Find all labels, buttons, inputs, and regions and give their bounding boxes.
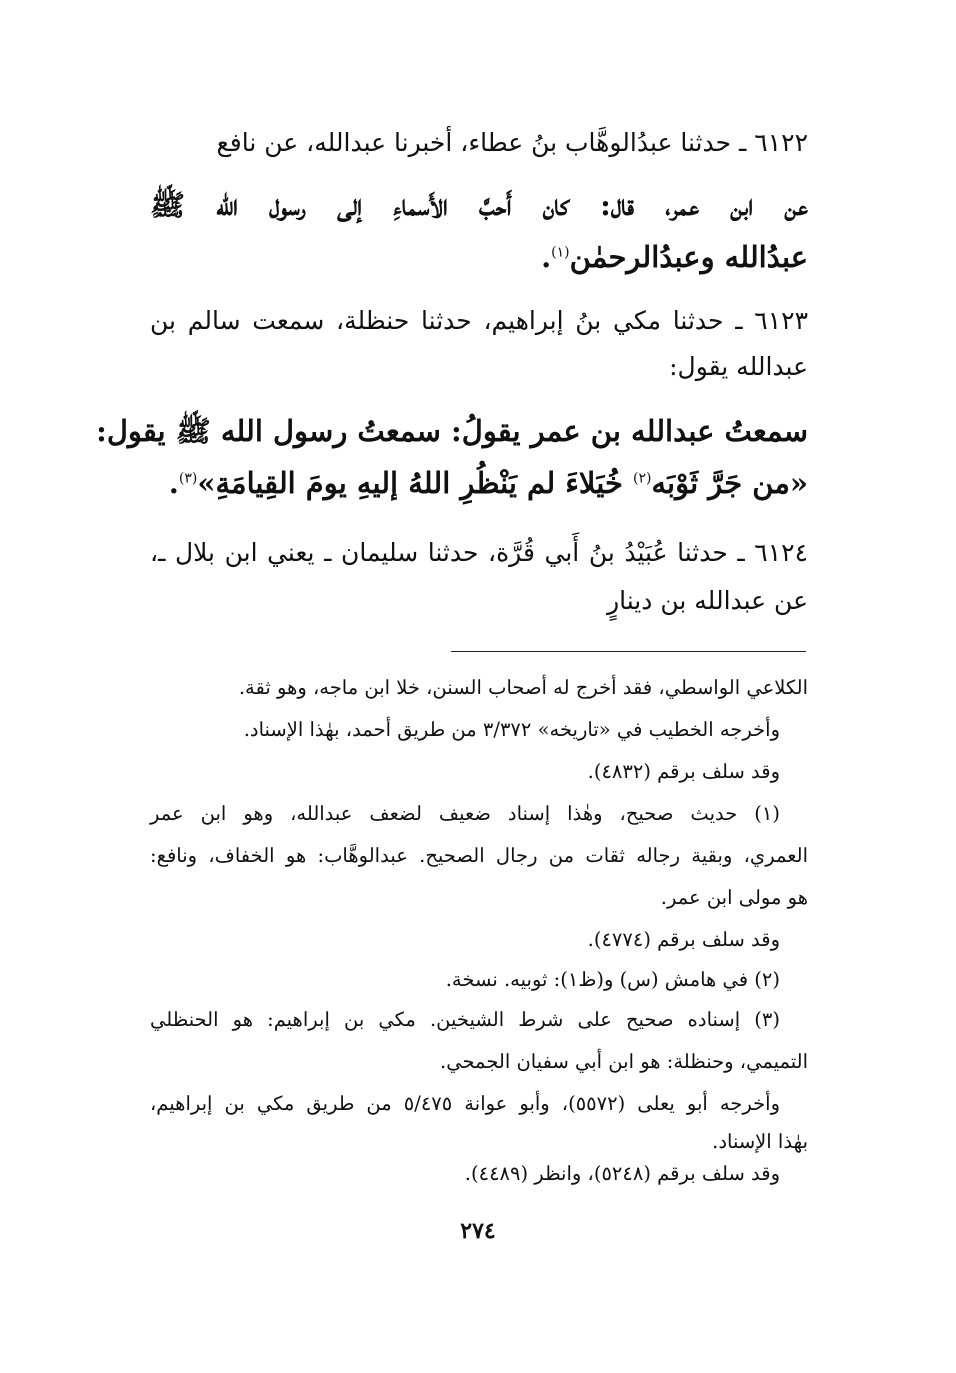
footnote-line: وقد سلف برقم (٤٧٧٤). bbox=[587, 928, 780, 951]
footnote-ref-2: (٢) bbox=[633, 470, 652, 487]
hadith-6123-matn-line-2 bbox=[150, 466, 808, 500]
footnote-line: بهٰذا الإسناد. bbox=[712, 1130, 808, 1153]
hadith-6124-intro-line-1: ٦١٢٤ ـ حدثنا عُبَيْدُ بنُ أَبي قُرَّة، حدثنا سليمان ـ يعني ابن بلال ـ، bbox=[150, 538, 808, 567]
page-number: ٢٧٤ bbox=[460, 1218, 496, 1244]
footnote-ref-1: (١) bbox=[551, 244, 570, 261]
footnote-line: العمري، وبقية رجاله ثقات من رجال الصحيح. عبدالوهَّاب: هو الخفاف، ونافع: bbox=[150, 844, 808, 867]
hadith-6122-matn-line-2 bbox=[150, 240, 808, 274]
full-stop: . bbox=[168, 466, 179, 500]
footnote-line: وأخرجه الخطيب في «تاريخه» ٣/٣٧٢ من طريق أحمد، بهٰذا الإسناد. bbox=[243, 718, 780, 741]
hadith-6123-matn-line-1: سمعتُ عبدالله بن عمر يقولُ: سمعتُ رسول الله ﷺ يقول: bbox=[96, 414, 808, 448]
hadith-6123-intro-line-2: عبدالله يقول: bbox=[669, 352, 808, 381]
full-stop: . bbox=[541, 240, 552, 274]
hadith-6122-intro bbox=[150, 128, 808, 157]
matn-text: عبدُالله وعبدُالرحمٰن bbox=[569, 240, 808, 274]
footnote-line: وقد سلف برقم (٥٢٤٨)، وانظر (٤٤٨٩). bbox=[464, 1162, 780, 1185]
matn-text: خُيَلاءَ لم يَنْظُرِ اللهُ إليهِ يومَ القِيامَةِ» bbox=[197, 466, 633, 500]
footnote-line: وقد سلف برقم (٤٨٣٢). bbox=[587, 760, 780, 783]
footnote-ref-3: (٣) bbox=[178, 470, 198, 487]
footnote-1: (١) حديث صحيح، وهٰذا إسناد ضعيف لضعف عبدالله، وهو ابن عمر bbox=[150, 802, 780, 825]
hadith-6122-isnad: ٦١٢٢ ـ حدثنا عبدُالوهَّاب بنُ عطاء، أخبرنا عبدالله، عن نافع bbox=[216, 128, 808, 157]
footnote-continuation: الكلاعي الواسطي، فقد أخرج له أصحاب السنن، خلا ابن ماجه، وهو ثقة. bbox=[238, 676, 808, 699]
hadith-6122-matn-line-1: عن ابن عمر، قال: كان أَحبَّ الأَسماءِ إلى رسول الله ﷺ bbox=[150, 188, 808, 222]
footnote-separator bbox=[451, 651, 806, 652]
hadith-6123-intro-line-1: ٦١٢٣ ـ حدثنا مكي بنُ إبراهيم، حدثنا حنظلة، سمعت سالم بن bbox=[150, 306, 808, 335]
footnote-3: (٣) إسناده صحيح على شرط الشيخين. مكي بن إبراهيم: هو الحنظلي bbox=[150, 1008, 780, 1031]
footnote-line: التميمي، وحنظلة: هو ابن أبي سفيان الجمحي. bbox=[440, 1050, 808, 1073]
footnote-line: وأخرجه أبو يعلى (٥٥٧٢)، وأبو عوانة ٥/٤٧٥ من طريق مكي بن إبراهيم، bbox=[150, 1092, 781, 1115]
hadith-6124-intro-line-2: عن عبدالله بن دينارٍ bbox=[607, 586, 808, 615]
footnote-line: هو مولى ابن عمر. bbox=[660, 886, 808, 909]
footnote-2: (٢) في هامش (س) و(ظ١): ثوبيه. نسخة. bbox=[445, 968, 780, 991]
matn-text: «من جَرَّ ثَوْبَه bbox=[651, 466, 808, 500]
